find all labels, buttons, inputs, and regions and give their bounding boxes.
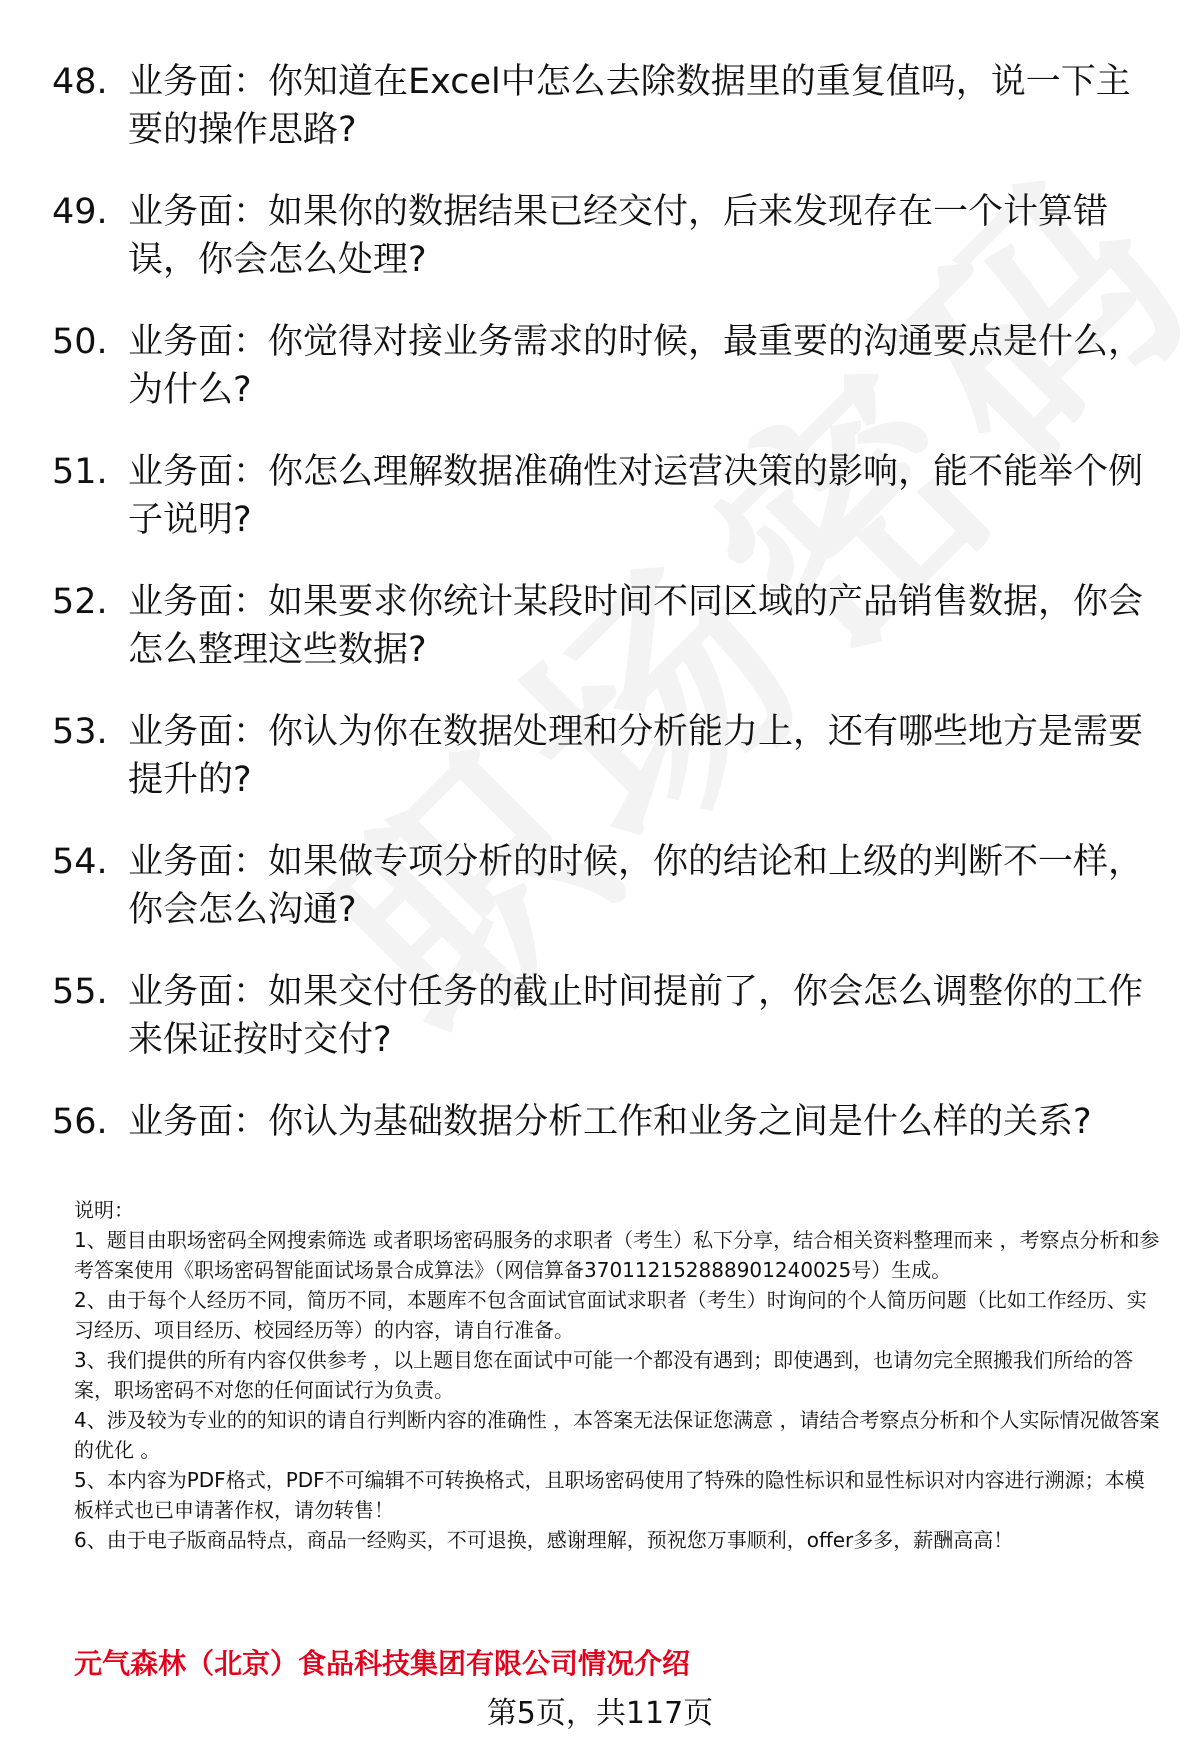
note-item: 3、我们提供的所有内容仅供参考 ，以上题目您在面试中可能一个都没有遇到；即使遇到，也请勿完全照搬我们所给的答案，职场密码不对您的任何面试行为负责。 (74, 1348, 1134, 1402)
question-number: 51. (52, 452, 108, 492)
note-item: 1、题目由职场密码全网搜索筛选 或者职场密码服务的求职者（考生）私下分享，结合相关资料整理而来 ，考察点分析和参考答案使用《职场密码智能面试场景合成算法》（网信算备370112152888901240025号）生成。 (74, 1228, 1160, 1282)
question-number: 56. (52, 1102, 108, 1142)
page-number: 第5页，共117页 (486, 1696, 714, 1731)
note-item: 2、由于每个人经历不同，简历不同，本题库不包含面试官面试求职者（考生）时询问的个人简历问题（比如工作经历、实习经历、项目经历、校园经历等）的内容，请自行准备。 (74, 1288, 1147, 1342)
note-item: 6、由于电子版商品特点，商品一经购买，不可退换，感谢理解，预祝您万事顺利，offer多多，薪酬高高！ (74, 1528, 1014, 1552)
question-text: 业务面：如果要求你统计某段时间不同区域的产品销售数据，你会怎么整理这些数据? (128, 582, 1144, 670)
question-number: 52. (52, 582, 108, 622)
question-number: 50. (52, 322, 108, 362)
question-number: 49. (52, 192, 108, 232)
question-text: 业务面：你怎么理解数据准确性对运营决策的影响，能不能举个例子说明? (128, 452, 1144, 540)
question-item (52, 708, 1162, 804)
question-item (52, 838, 1162, 934)
question-text: 业务面：如果你的数据结果已经交付，后来发现存在一个计算错误，你会怎么处理? (128, 192, 1109, 280)
question-text: 业务面：你知道在Excel中怎么去除数据里的重复值吗，说一下主要的操作思路? (128, 62, 1131, 150)
question-number: 48. (52, 62, 108, 102)
notes-section (74, 1195, 1160, 1555)
question-number: 55. (52, 972, 108, 1012)
question-item (52, 188, 1162, 284)
note-item: 4、涉及较为专业的的知识的请自行判断内容的准确性 ，本答案无法保证您满意 ，请结合考察点分析和个人实际情况做答案的优化 。 (74, 1408, 1160, 1462)
question-list (52, 58, 1162, 1180)
notes-title: 说明： (74, 1198, 134, 1222)
note-item: 5、本内容为PDF格式，PDF不可编辑不可转换格式，且职场密码使用了特殊的隐性标识和显性标识对内容进行溯源；本模板样式也已申请著作权，请勿转售！ (74, 1468, 1145, 1522)
question-item (52, 968, 1162, 1064)
question-item (52, 448, 1162, 544)
question-item (52, 58, 1162, 154)
question-number: 53. (52, 712, 108, 752)
question-text: 业务面：你觉得对接业务需求的时候，最重要的沟通要点是什么，为什么? (128, 322, 1144, 410)
question-item (52, 578, 1162, 674)
question-item (52, 318, 1162, 414)
question-text: 业务面：你认为你在数据处理和分析能力上，还有哪些地方是需要提升的? (128, 712, 1144, 800)
question-item (52, 1098, 1162, 1146)
question-number: 54. (52, 842, 108, 882)
company-title: 元气森林（北京）食品科技集团有限公司情况介绍 (74, 1647, 691, 1680)
question-text: 业务面：如果交付任务的截止时间提前了，你会怎么调整你的工作来保证按时交付? (128, 972, 1144, 1060)
question-text: 业务面：如果做专项分析的时候，你的结论和上级的判断不一样，你会怎么沟通? (128, 842, 1144, 930)
question-text: 业务面：你认为基础数据分析工作和业务之间是什么样的关系? (128, 1102, 1092, 1142)
